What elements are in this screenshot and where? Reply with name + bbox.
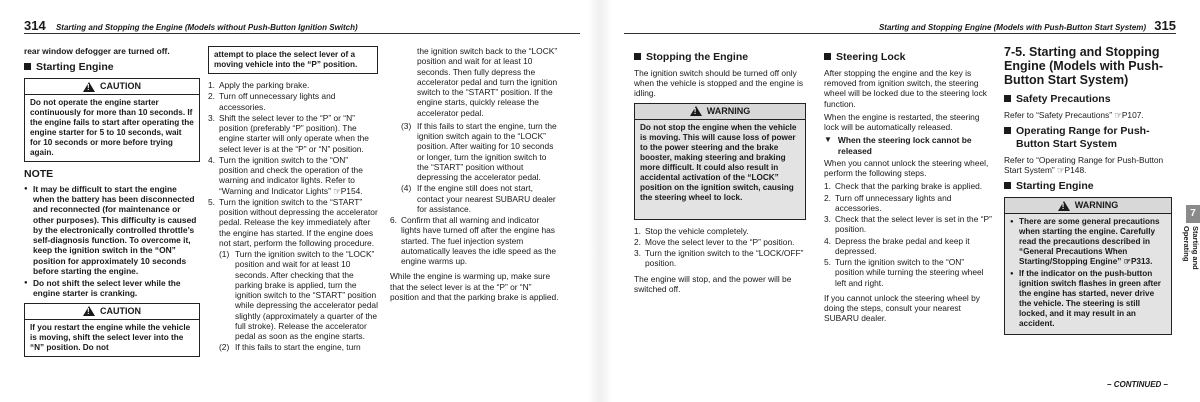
note-item: ● Do not shift the select lever while the engine starter is cranking.	[24, 278, 200, 299]
square-bullet-icon	[1004, 127, 1011, 134]
stopping-engine-heading: Stopping the Engine	[634, 51, 806, 64]
substep-item: (4) If the engine still does not start, contact your nearest SUBARU dealer for assistance.	[401, 183, 556, 214]
step-item: 6. Confirm that all warning and indicator lights have turned off after the engine has started. The fuel injection system automatically leaves the idle speed as the engine warms up.	[390, 215, 557, 266]
step-item: 2. Move the select lever to the “P” position.	[634, 236, 795, 247]
steering-p3: When you cannot unlock the steering wheel, perform the following steps.	[824, 157, 989, 179]
safety-precautions-heading: Safety Precautions	[1004, 93, 1172, 106]
step-item: 2. Turn off unnecessary lights and accessories.	[824, 192, 952, 213]
warning-item: ● If the indicator on the push-button ignition switch flashes in green after the engine has started, never drive the vehicle. The steering is still locked, and it may result in an accident.	[1010, 269, 1166, 329]
operating-range-heading: Operating Range for Push-Button Start System	[1004, 125, 1172, 151]
square-bullet-icon	[24, 63, 31, 70]
chapter-title: 7-5. Starting and Stopping Engine (Models with Push-Button Start System)	[1004, 45, 1164, 87]
square-bullet-icon	[1004, 95, 1011, 102]
note-heading: NOTE	[24, 168, 54, 181]
step-item: 4. Turn the ignition switch to the “ON” position and check the operation of the warning and indicator lights. Refer to “Warning and Indicator Lights” ☞P154.	[208, 154, 363, 196]
caution-header-2: ! CAUTION	[25, 304, 199, 320]
steering-p2: When the engine is restarted, the steering lock will be automatically released.	[824, 111, 980, 133]
right-page-header	[624, 18, 1176, 34]
page-gutter	[588, 0, 612, 402]
left-header-title: Starting and Stopping the Engine (Models without Push-Button Ignition Switch)	[55, 23, 358, 32]
substep-item: (3) If this fails to start the engine, turn the ignition switch again to the “LOCK” position. After waiting for 10 seconds or longer, turn the ignition switch to the “START” position without depressing the accelerator pedal.	[401, 120, 557, 182]
start-steps-cont	[390, 215, 560, 266]
left-page-header	[24, 18, 580, 34]
page-number-left: 314	[24, 18, 46, 33]
down-triangle-icon: ▼	[824, 135, 832, 145]
warning-list-body	[1005, 214, 1171, 334]
start-steps	[208, 80, 378, 248]
start-substeps	[208, 249, 378, 353]
left-col-1	[24, 46, 200, 363]
note-list	[24, 184, 200, 299]
caution-box-2	[24, 303, 200, 357]
stop-outro: The engine will stop, and the power will be switched off.	[634, 273, 792, 294]
left-col-2	[208, 46, 378, 354]
substep-item: (1) Turn the ignition switch to the “LOCK” position and wait for at least 10 seconds. After checking that the parking brake is applied, turn the ignition switch to the “START” position while depressing the accelerator pedal slightly (approximately a quarter of the full stroke). Release the accelerator pedal as soon as the engine starts.	[219, 249, 378, 341]
steering-lock-heading: Steering Lock	[824, 51, 994, 64]
continued-label: – CONTINUED –	[1107, 380, 1168, 390]
starting-engine-heading: Starting Engine	[24, 61, 200, 74]
substep-item: (2) If this fails to start the engine, turn	[219, 342, 361, 353]
chapter-tab: 7	[1186, 205, 1200, 223]
chapter-tab-label: Starting and Operating	[1181, 226, 1200, 270]
right-page	[612, 0, 1200, 402]
left-page	[0, 0, 588, 402]
caution-continued-box	[208, 46, 378, 74]
warning-box	[634, 103, 806, 220]
left-col-3	[390, 46, 560, 305]
caution-text: Do not operate the engine starter continuously for more than 10 seconds. If the engine fails to start after operating the engine starter for 5 to 10 seconds, wait for 10 seconds or more before trying again.	[30, 98, 194, 158]
square-bullet-icon	[824, 53, 831, 60]
warning-header: ! WARNING	[635, 104, 805, 120]
warning-triangle-icon	[83, 82, 95, 92]
substep-continued: the ignition switch back to the “LOCK” position and wait for at least 10 seconds. Then fully depress the accelerator pedal and turn the ignition switch to the “START” position. If the engine starts, quickly release the accelerator pedal.	[417, 46, 558, 118]
step-item: 2. Turn off unnecessary lights and accessories.	[208, 91, 336, 112]
steering-subheading: ▼ When the steering lock cannot be released	[824, 135, 972, 156]
right-col-2	[824, 46, 994, 327]
step-item: 1. Check that the parking brake is applied.	[824, 181, 983, 192]
start-substeps-cont	[390, 121, 560, 214]
right-col-3	[1004, 46, 1172, 341]
warning-item: ● There are some general precautions when starting the engine. Carefully read the precautions described in “General Precautions When Starting/Stopping Engine” ☞P313.	[1010, 217, 1166, 267]
warning-triangle-icon	[690, 106, 702, 116]
warning-list	[1010, 217, 1166, 329]
step-item: 5. Turn the ignition switch to the “ON” position while turning the steering wheel left and right.	[824, 257, 984, 288]
step-item: 1. Apply the parking brake.	[208, 80, 310, 90]
step-item: 3. Turn the ignition switch to the “LOCK/OFF” position.	[634, 248, 804, 269]
step-item: 4. Depress the brake pedal and keep it depressed.	[824, 235, 970, 256]
warning-box-2	[1004, 197, 1172, 335]
right-col-1	[634, 46, 806, 297]
right-header-title: Starting and Stopping Engine (Models with Push-Button Start System)	[878, 23, 1147, 32]
step-item: 3. Check that the select lever is set in the “P” position.	[824, 214, 992, 235]
safety-precautions-text: Refer to “Safety Precautions” ☞P107.	[1004, 110, 1144, 121]
step-item: 1. Stop the vehicle completely.	[634, 225, 749, 236]
warmup-text: While the engine is warming up, make sure that the select lever is at the “P” or “N” position and that the parking brake is applied.	[390, 271, 559, 302]
warning-triangle-icon	[1058, 201, 1070, 211]
square-bullet-icon	[634, 53, 641, 60]
steering-outro: If you cannot unlock the steering wheel by doing the steps, consult your nearest SUBARU dealer.	[824, 292, 980, 324]
steering-p1: After stopping the engine and the key is removed from ignition switch, the steering wheel will be locked due to the steering lock function.	[824, 67, 987, 109]
warning-triangle-icon	[83, 306, 95, 316]
step-item: 3. Shift the select lever to the “P” or “N” position (preferably “P” position). The engine starter will only operate when the select lever is at the “P” or “N” position.	[208, 112, 369, 154]
caution-text-2: If you restart the engine while the vehicle is moving, shift the select lever into the “N” position. Do not	[30, 322, 191, 352]
warning-text: Do not stop the engine when the vehicle is moving. This will cause loss of power to the power steering and the brake booster, making steering and braking more difficult. It could also result in accidental activation of the “LOCK” position on the ignition switch, causing the steering wheel to lock.	[635, 120, 805, 219]
unlock-steps	[824, 181, 994, 288]
caution-continued-text: attempt to place the select lever of a moving vehicle into the “P” position.	[214, 50, 358, 69]
page-number-right: 315	[1154, 18, 1176, 33]
warning-header-2: ! WARNING	[1005, 198, 1171, 214]
caution-header: ! CAUTION	[25, 79, 199, 95]
note-item: ● It may be difficult to start the engine when the battery has been disconnected and reconnected (for maintenance or other purposes). This difficulty is caused by the electronically controlled throttle’s self-diagnosis function. To overcome it, keep the ignition switch in the “ON” position for approximately 10 seconds before starting the engine.	[24, 184, 200, 276]
starting-engine-heading-2: Starting Engine	[1004, 180, 1172, 193]
caution-box	[24, 78, 200, 162]
stopping-intro: The ignition switch should be turned off only when the vehicle is stopped and the engine is idling.	[634, 67, 804, 99]
step-item: 5. Turn the ignition switch to the “START” position without depressing the accelerator pedal. Release the key immediately after the engine has started. If the engine does not start, perform the following procedure.	[208, 196, 378, 248]
stop-steps	[634, 226, 806, 269]
intro-text: rear window defogger are turned off.	[24, 46, 170, 56]
square-bullet-icon	[1004, 182, 1011, 189]
operating-range-text: Refer to “Operating Range for Push-Button Start System” ☞P148.	[1004, 154, 1164, 176]
